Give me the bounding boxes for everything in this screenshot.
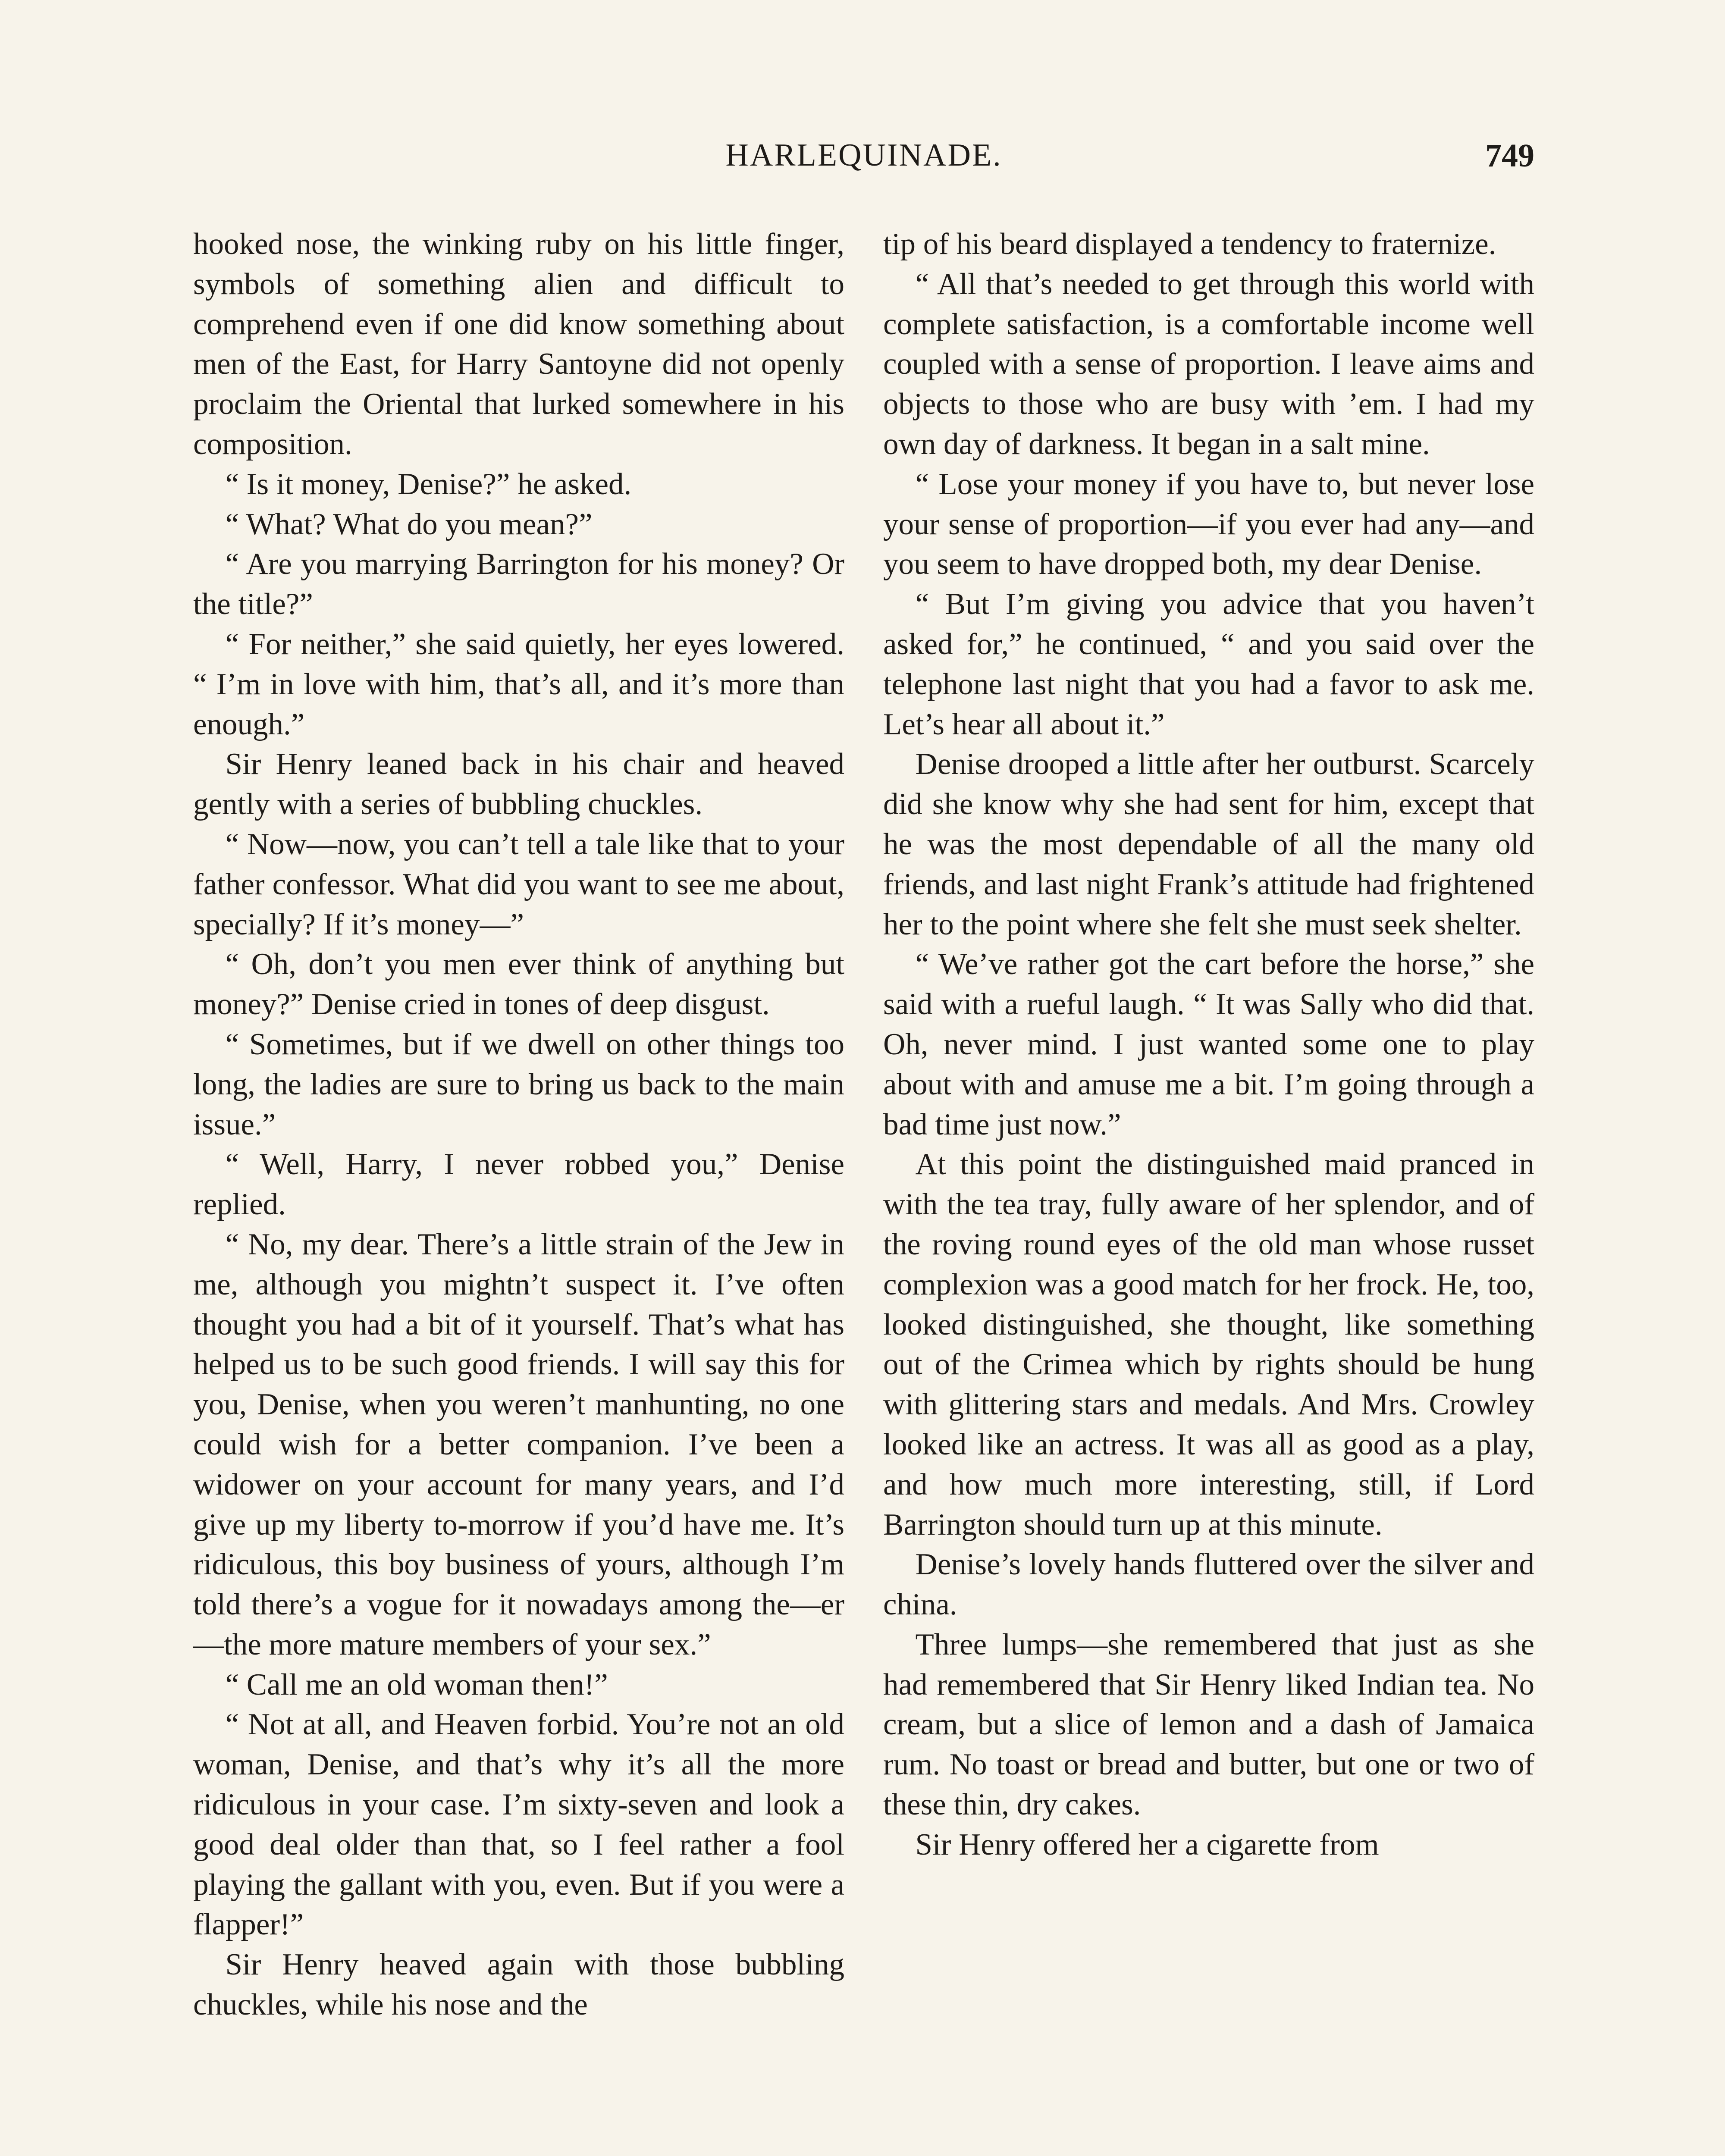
paragraph: Denise’s lovely hands fluttered over the silver and china. <box>883 1548 1534 1622</box>
paragraph: “ Well, Harry, I never robbed you,” Denise replied. <box>193 1147 844 1222</box>
paragraph: “ But I’m giving you advice that you haven’t asked for,” he continued, “ and you said over the telephone last night that you had a favor to ask me. Let’s hear all about it.” <box>883 587 1534 741</box>
paragraph: At this point the distinguished maid pranced in with the tea tray, fully aware of her splendor, and of the roving round eyes of the old man whose russet complexion was a good match for her frock. He, too, looked distinguished, she thought, like something out of the Crimea which by rights should be hung with glittering stars and medals. And Mrs. Crowley looked like an actress. It was all as good as a play, and how much more interesting, still, if Lord Barrington should turn up at this minute. <box>883 1147 1534 1542</box>
page-number: 749 <box>1485 138 1534 174</box>
paragraph: Denise drooped a little after her outburst. Scarcely did she know why she had sent for him, except that he was the most dependable of all the many old friends, and last night Frank’s attitude had frightened her to the point where she felt she must seek shelter. <box>883 747 1534 941</box>
paragraph: “ We’ve rather got the cart before the horse,” she said with a rueful laugh. “ It was Sally who did that. Oh, never mind. I just wanted some one to play about with and amuse me a bit. I’m going through a bad time just now.” <box>883 947 1534 1141</box>
paragraph: Sir Henry leaned back in his chair and heaved gently with a series of bubbling chuckles. <box>193 747 844 821</box>
paragraph: Sir Henry heaved again with those bubbling chuckles, while his nose and the <box>193 1948 844 2022</box>
paragraph: Three lumps—she remembered that just as she had remembered that Sir Henry liked Indian tea. No cream, but a slice of lemon and a dash of Jamaica rum. No toast or bread and butter, but one or two of these thin, dry cakes. <box>883 1627 1534 1822</box>
paragraph: “ What? What do you mean?” <box>225 507 593 541</box>
paragraph: “ Oh, don’t you men ever think of anything but money?” Denise cried in tones of deep disgust. <box>193 947 844 1022</box>
paragraph: Sir Henry offered her a cigarette from <box>915 1827 1379 1861</box>
paragraph: “ Are you marrying Barrington for his money? Or the title?” <box>193 547 844 621</box>
paragraph: “ Now—now, you can’t tell a tale like that to your father confessor. What did you want to see me about, specially? If it’s money—” <box>193 827 844 941</box>
paragraph: tip of his beard displayed a tendency to fraternize. <box>883 227 1496 261</box>
running-title: HARLEQUINADE. <box>725 138 1002 173</box>
right-column <box>883 224 1534 1865</box>
paragraph: “ Is it money, Denise?” he asked. <box>225 467 632 501</box>
left-column <box>193 224 844 2025</box>
paragraph: “ All that’s needed to get through this world with complete satisfaction, is a comfortable income well coupled with a sense of proportion. I leave aims and objects to those who are busy with ’em. I had my own day of darkness. It began in a salt mine. <box>883 267 1534 461</box>
paragraph: “ Lose your money if you have to, but never lose your sense of proportion—if you ever had any—and you seem to have dropped both, my dear Denise. <box>883 467 1534 581</box>
paragraph: “ For neither,” she said quietly, her eyes lowered. “ I’m in love with him, that’s all, and it’s more than enough.” <box>193 627 844 741</box>
paragraph: “ No, my dear. There’s a little strain of the Jew in me, although you mightn’t suspect it. I’ve often thought you had a bit of it yourself. That’s what has helped us to be such good friends. I will say this for you, Denise, when you weren’t manhunting, no one could wish for a better companion. I’ve been a widower on your account for many years, and I’d give up my liberty to-morrow if you’d have me. It’s ridiculous, this boy business of yours, although I’m told there’s a vogue for it nowadays among the—er—the more mature members of your sex.” <box>193 1227 844 1661</box>
paragraph: “ Sometimes, but if we dwell on other things too long, the ladies are sure to bring us back to the main issue.” <box>193 1027 844 1141</box>
paragraph: “ Call me an old woman then!” <box>225 1667 608 1702</box>
paragraph: hooked nose, the winking ruby on his little finger, symbols of something alien and difficult to comprehend even if one did know something about men of the East, for Harry Santoyne did not openly proclaim the Oriental that lurked somewhere in his composition. <box>193 227 844 461</box>
paragraph: “ Not at all, and Heaven forbid. You’re not an old woman, Denise, and that’s why it’s all the more ridiculous in your case. I’m sixty-seven and look a good deal older than that, so I feel rather a fool playing the gallant with you, even. But if you were a flapper!” <box>193 1708 844 1942</box>
page-header <box>193 137 1534 185</box>
